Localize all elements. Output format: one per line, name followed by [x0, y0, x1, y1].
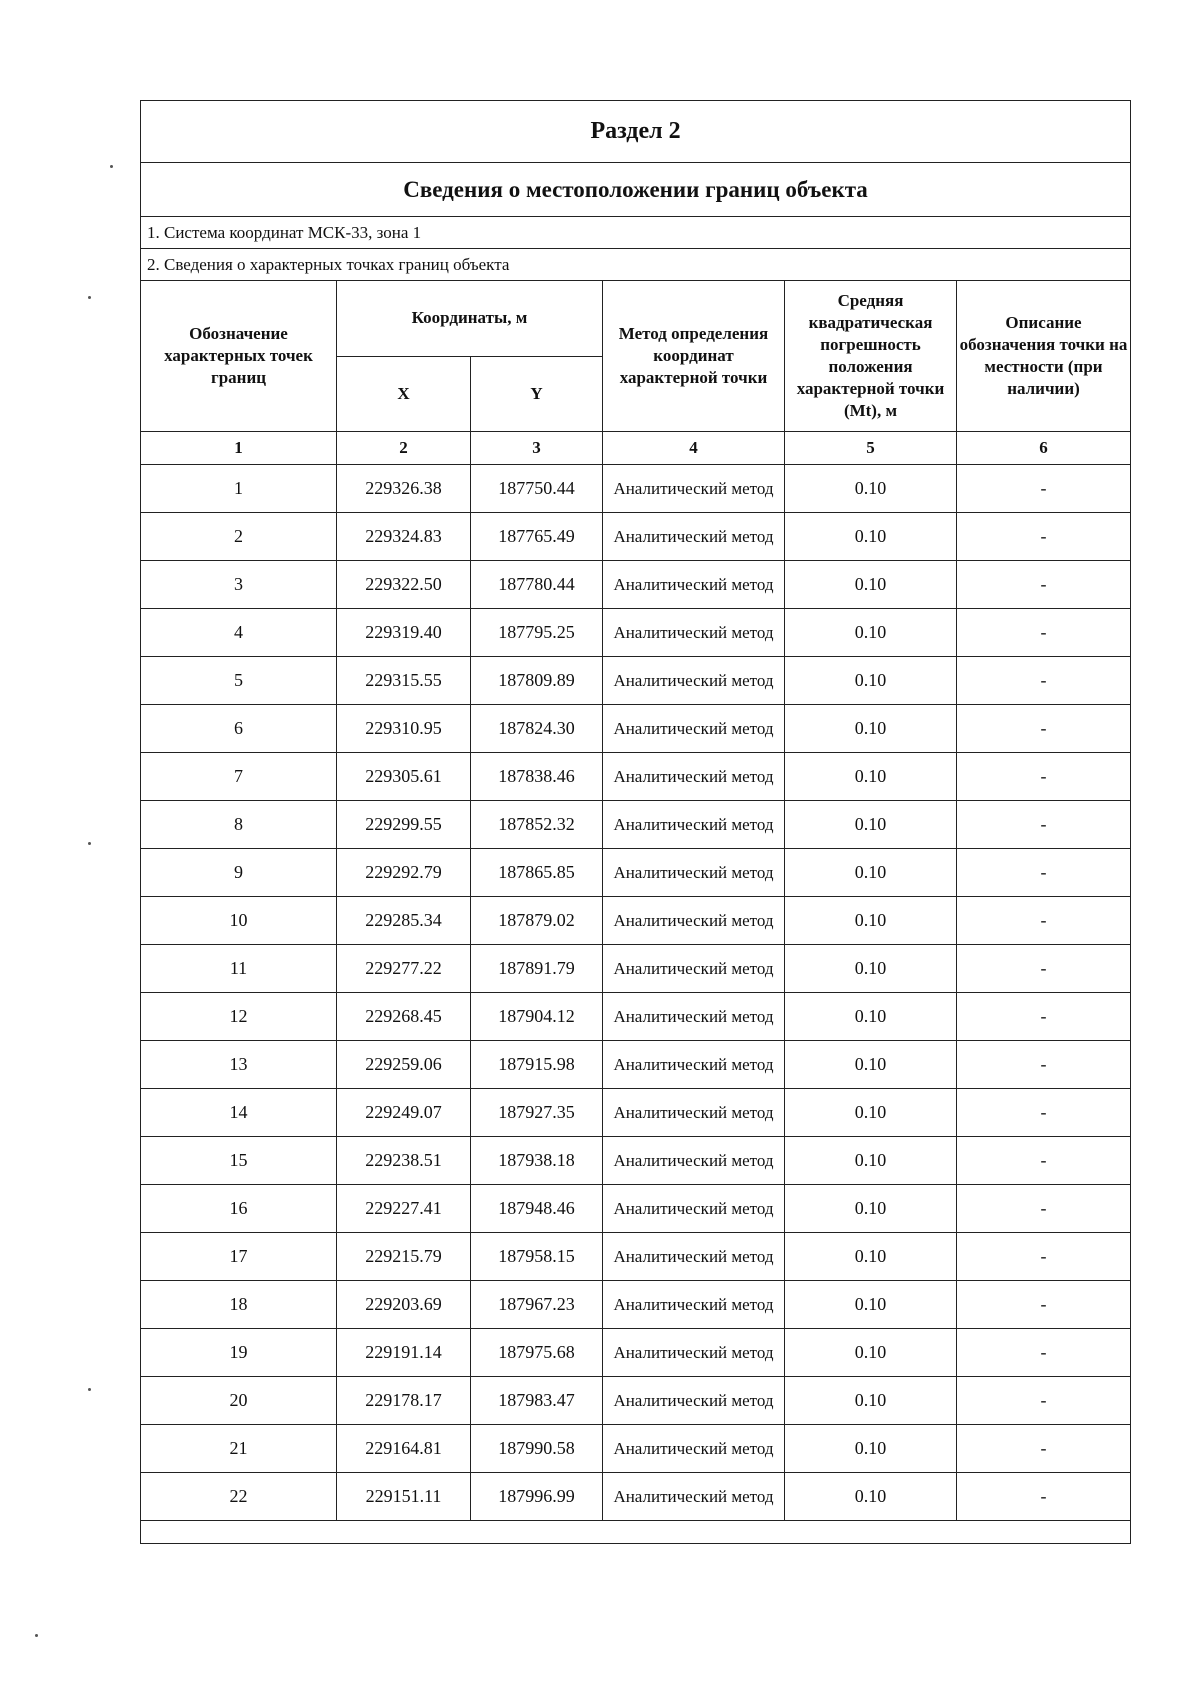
table-row [141, 801, 1131, 849]
column-number: 3 [471, 432, 603, 465]
coord-x: 229151.11 [337, 1473, 471, 1521]
header-designation: Обозначение характерных точек границ [141, 281, 337, 432]
description: - [957, 657, 1131, 705]
section-subtitle: Сведения о местоположении границ объекта [141, 163, 1131, 217]
coord-y: 187809.89 [471, 657, 603, 705]
point-number: 8 [141, 801, 337, 849]
table-row [141, 1089, 1131, 1137]
table-row [141, 945, 1131, 993]
point-number: 9 [141, 849, 337, 897]
scan-speck [88, 1388, 91, 1391]
description: - [957, 1281, 1131, 1329]
coord-y: 187865.85 [471, 849, 603, 897]
description: - [957, 1473, 1131, 1521]
point-number: 6 [141, 705, 337, 753]
description: - [957, 513, 1131, 561]
points-caption: 2. Сведения о характерных точках границ объекта [141, 249, 1131, 281]
error-mt: 0.10 [785, 513, 957, 561]
error-mt: 0.10 [785, 897, 957, 945]
error-mt: 0.10 [785, 849, 957, 897]
table-row [141, 1281, 1131, 1329]
method: Аналитический метод [603, 609, 785, 657]
error-mt: 0.10 [785, 1137, 957, 1185]
coord-x: 229227.41 [337, 1185, 471, 1233]
scan-speck [88, 842, 91, 845]
description: - [957, 1329, 1131, 1377]
coord-y: 187795.25 [471, 609, 603, 657]
coord-x: 229310.95 [337, 705, 471, 753]
point-number: 12 [141, 993, 337, 1041]
coord-x: 229326.38 [337, 465, 471, 513]
coord-x: 229322.50 [337, 561, 471, 609]
table-row [141, 1137, 1131, 1185]
description: - [957, 1041, 1131, 1089]
scan-speck [88, 296, 91, 299]
table-row [141, 657, 1131, 705]
coord-y: 187967.23 [471, 1281, 603, 1329]
table-row [141, 1329, 1131, 1377]
error-mt: 0.10 [785, 1041, 957, 1089]
description: - [957, 993, 1131, 1041]
method: Аналитический метод [603, 1473, 785, 1521]
point-number: 15 [141, 1137, 337, 1185]
coord-x: 229277.22 [337, 945, 471, 993]
error-mt: 0.10 [785, 705, 957, 753]
error-mt: 0.10 [785, 561, 957, 609]
empty-footer-row [141, 1521, 1131, 1544]
error-mt: 0.10 [785, 1089, 957, 1137]
error-mt: 0.10 [785, 609, 957, 657]
table-row [141, 1473, 1131, 1521]
point-number: 18 [141, 1281, 337, 1329]
table-row [141, 513, 1131, 561]
coord-y: 187938.18 [471, 1137, 603, 1185]
table-row [141, 465, 1131, 513]
header-x: X [337, 357, 471, 432]
column-number: 6 [957, 432, 1131, 465]
method: Аналитический метод [603, 705, 785, 753]
coord-x: 229305.61 [337, 753, 471, 801]
error-mt: 0.10 [785, 1185, 957, 1233]
column-number: 5 [785, 432, 957, 465]
method: Аналитический метод [603, 993, 785, 1041]
document-sheet [140, 100, 1130, 1544]
method: Аналитический метод [603, 1281, 785, 1329]
coord-y: 187852.32 [471, 801, 603, 849]
method: Аналитический метод [603, 1329, 785, 1377]
description: - [957, 849, 1131, 897]
coord-x: 229215.79 [337, 1233, 471, 1281]
point-number: 16 [141, 1185, 337, 1233]
coord-y: 187915.98 [471, 1041, 603, 1089]
table-row [141, 1185, 1131, 1233]
coord-y: 187996.99 [471, 1473, 603, 1521]
section-title: Раздел 2 [141, 101, 1131, 163]
point-number: 3 [141, 561, 337, 609]
point-number: 2 [141, 513, 337, 561]
method: Аналитический метод [603, 1185, 785, 1233]
point-number: 13 [141, 1041, 337, 1089]
error-mt: 0.10 [785, 1233, 957, 1281]
description: - [957, 1185, 1131, 1233]
method: Аналитический метод [603, 801, 785, 849]
column-number: 1 [141, 432, 337, 465]
coord-y: 187990.58 [471, 1425, 603, 1473]
method: Аналитический метод [603, 465, 785, 513]
coordinate-system-line: 1. Система координат МСК-33, зона 1 [141, 217, 1131, 249]
point-number: 20 [141, 1377, 337, 1425]
coord-x: 229238.51 [337, 1137, 471, 1185]
coord-x: 229178.17 [337, 1377, 471, 1425]
header-coordinates: Координаты, м [337, 281, 603, 357]
error-mt: 0.10 [785, 1425, 957, 1473]
coord-x: 229259.06 [337, 1041, 471, 1089]
method: Аналитический метод [603, 1089, 785, 1137]
coord-y: 187838.46 [471, 753, 603, 801]
coord-y: 187780.44 [471, 561, 603, 609]
coord-y: 187948.46 [471, 1185, 603, 1233]
point-number: 11 [141, 945, 337, 993]
point-number: 19 [141, 1329, 337, 1377]
method: Аналитический метод [603, 897, 785, 945]
point-number: 21 [141, 1425, 337, 1473]
scan-speck [110, 165, 113, 168]
table-row [141, 993, 1131, 1041]
coord-y: 187824.30 [471, 705, 603, 753]
method: Аналитический метод [603, 1233, 785, 1281]
table-row [141, 753, 1131, 801]
coord-y: 187904.12 [471, 993, 603, 1041]
table-row [141, 705, 1131, 753]
error-mt: 0.10 [785, 1281, 957, 1329]
method: Аналитический метод [603, 657, 785, 705]
error-mt: 0.10 [785, 1329, 957, 1377]
header-y: Y [471, 357, 603, 432]
method: Аналитический метод [603, 849, 785, 897]
description: - [957, 1233, 1131, 1281]
coord-x: 229268.45 [337, 993, 471, 1041]
method: Аналитический метод [603, 1137, 785, 1185]
error-mt: 0.10 [785, 801, 957, 849]
description: - [957, 1137, 1131, 1185]
point-number: 1 [141, 465, 337, 513]
table-row [141, 609, 1131, 657]
point-number: 22 [141, 1473, 337, 1521]
description: - [957, 561, 1131, 609]
error-mt: 0.10 [785, 1473, 957, 1521]
description: - [957, 897, 1131, 945]
coord-x: 229299.55 [337, 801, 471, 849]
coord-y: 187750.44 [471, 465, 603, 513]
method: Аналитический метод [603, 753, 785, 801]
table-row [141, 897, 1131, 945]
description: - [957, 753, 1131, 801]
error-mt: 0.10 [785, 657, 957, 705]
coord-x: 229319.40 [337, 609, 471, 657]
table-row [141, 1377, 1131, 1425]
point-number: 14 [141, 1089, 337, 1137]
error-mt: 0.10 [785, 465, 957, 513]
boundary-points-table [140, 100, 1131, 1544]
description: - [957, 801, 1131, 849]
table-row [141, 1425, 1131, 1473]
point-number: 10 [141, 897, 337, 945]
coord-x: 229285.34 [337, 897, 471, 945]
coord-x: 229203.69 [337, 1281, 471, 1329]
method: Аналитический метод [603, 1041, 785, 1089]
coord-x: 229191.14 [337, 1329, 471, 1377]
coord-y: 187891.79 [471, 945, 603, 993]
point-number: 17 [141, 1233, 337, 1281]
point-number: 5 [141, 657, 337, 705]
coord-x: 229324.83 [337, 513, 471, 561]
description: - [957, 705, 1131, 753]
table-row [141, 561, 1131, 609]
column-number: 2 [337, 432, 471, 465]
point-number: 4 [141, 609, 337, 657]
header-error: Средняя квадратическая погрешность положения характерной точки (Mt), м [785, 281, 957, 432]
column-number: 4 [603, 432, 785, 465]
coord-y: 187975.68 [471, 1329, 603, 1377]
description: - [957, 1425, 1131, 1473]
method: Аналитический метод [603, 1377, 785, 1425]
header-description: Описание обозначения точки на местности (при наличии) [957, 281, 1131, 432]
table-body [141, 465, 1131, 1521]
coord-x: 229292.79 [337, 849, 471, 897]
error-mt: 0.10 [785, 753, 957, 801]
coord-y: 187983.47 [471, 1377, 603, 1425]
table-row [141, 1041, 1131, 1089]
coord-y: 187879.02 [471, 897, 603, 945]
coord-x: 229249.07 [337, 1089, 471, 1137]
scan-speck [35, 1634, 38, 1637]
description: - [957, 609, 1131, 657]
coord-x: 229164.81 [337, 1425, 471, 1473]
description: - [957, 945, 1131, 993]
coord-y: 187927.35 [471, 1089, 603, 1137]
coord-x: 229315.55 [337, 657, 471, 705]
table-row [141, 1233, 1131, 1281]
method: Аналитический метод [603, 945, 785, 993]
method: Аналитический метод [603, 513, 785, 561]
point-number: 7 [141, 753, 337, 801]
description: - [957, 1377, 1131, 1425]
coord-y: 187958.15 [471, 1233, 603, 1281]
description: - [957, 1089, 1131, 1137]
description: - [957, 465, 1131, 513]
error-mt: 0.10 [785, 993, 957, 1041]
table-row [141, 849, 1131, 897]
header-method: Метод определения координат характерной точки [603, 281, 785, 432]
error-mt: 0.10 [785, 1377, 957, 1425]
error-mt: 0.10 [785, 945, 957, 993]
method: Аналитический метод [603, 561, 785, 609]
coord-y: 187765.49 [471, 513, 603, 561]
method: Аналитический метод [603, 1425, 785, 1473]
